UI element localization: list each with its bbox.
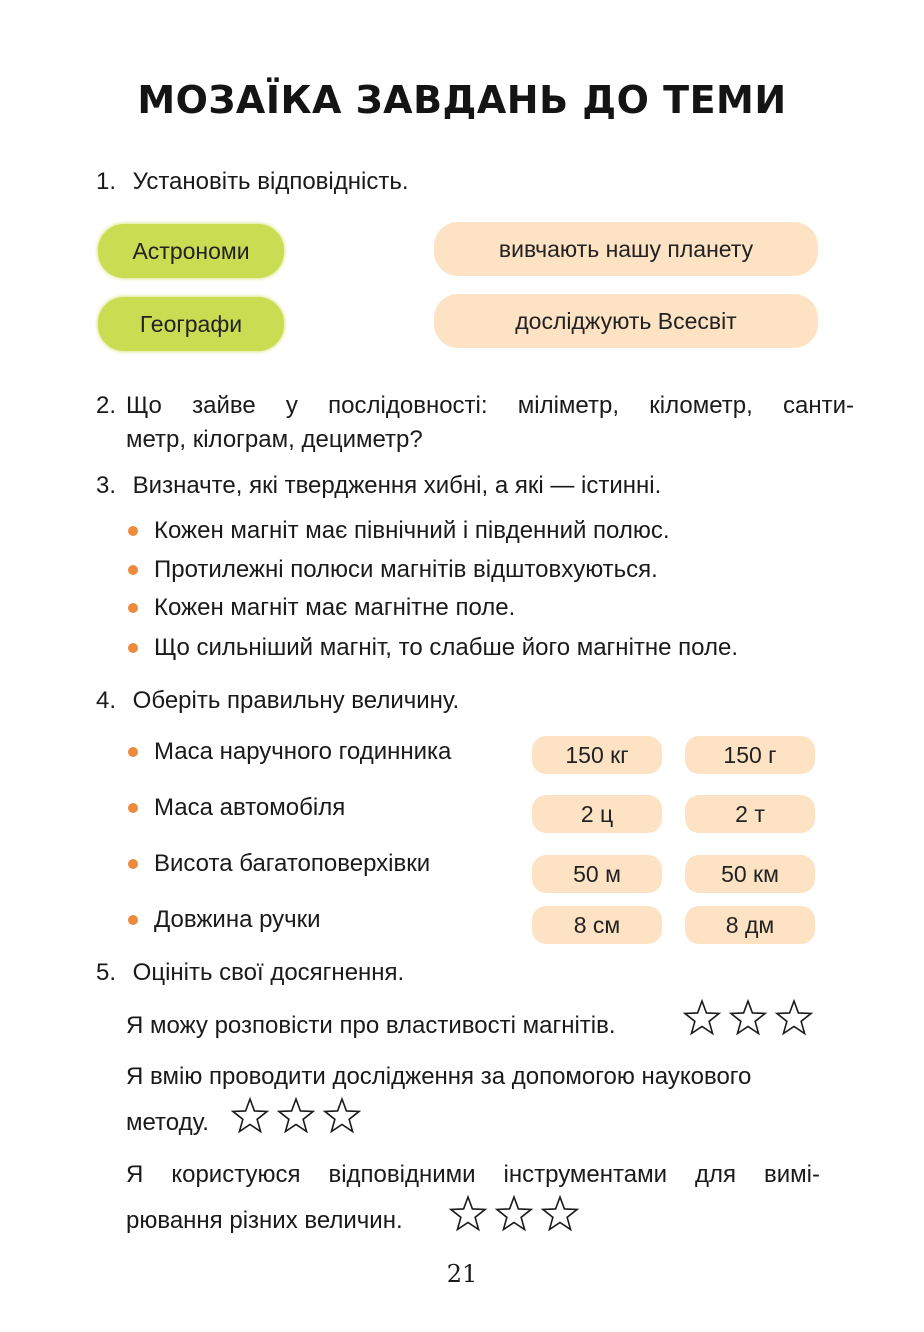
word: Я: [126, 1161, 144, 1188]
task-text: Визначте, які твердження хибні, а які — істинні.: [132, 472, 662, 499]
option-button[interactable]: 2 ц: [532, 795, 662, 833]
star-outline-icon[interactable]: [728, 998, 768, 1038]
bullet-icon: [128, 643, 138, 653]
task-number: 2.: [96, 392, 117, 419]
bullet-icon: [128, 603, 138, 613]
bullet-icon: [128, 803, 138, 813]
word: Що: [126, 392, 162, 419]
task-number: 1.: [96, 168, 117, 195]
quantity-label: Висота багатоповерхівки: [154, 850, 431, 877]
task-text: Установіть відповідність.: [132, 168, 409, 195]
star-outline-icon[interactable]: [682, 998, 722, 1038]
statement: Кожен магніт має магнітне поле.: [154, 594, 516, 621]
bullet-icon: [128, 859, 138, 869]
task-1: [96, 166, 409, 198]
word: користуюся: [171, 1161, 301, 1188]
word: вимі-: [763, 1161, 820, 1188]
self-assessment-statement: рювання різних величин.: [126, 1207, 403, 1234]
word: санти-: [782, 392, 854, 419]
option-button[interactable]: 50 км: [685, 855, 815, 893]
word: міліметр,: [517, 392, 619, 419]
task-number: 5.: [96, 959, 117, 986]
match-left-item[interactable]: Астрономи: [98, 224, 284, 278]
self-assessment-statement: методу.: [126, 1109, 209, 1136]
task-number: 3.: [96, 472, 117, 499]
bullet-icon: [128, 526, 138, 536]
word: послідовності:: [328, 392, 488, 419]
task-number: 4.: [96, 687, 117, 714]
word: відповідними: [328, 1161, 476, 1188]
match-right-item[interactable]: досліджують Всесвіт: [434, 294, 818, 348]
statement: Що сильніший магніт, то слабше його магнітне поле.: [154, 634, 738, 661]
option-button[interactable]: 150 г: [685, 736, 815, 774]
statement: Кожен магніт має північний і південний полюс.: [154, 517, 670, 544]
self-assessment-statement: [126, 1159, 820, 1191]
star-outline-icon[interactable]: [494, 1194, 534, 1234]
star-outline-icon[interactable]: [540, 1194, 580, 1234]
quantity-label: Маса автомобіля: [154, 794, 346, 821]
task-2-line-2: метр, кілограм, дециметр?: [126, 426, 423, 453]
quantity-label: Маса наручного годинника: [154, 738, 452, 765]
option-button[interactable]: 2 т: [685, 795, 815, 833]
option-button[interactable]: 150 кг: [532, 736, 662, 774]
task-3: [96, 470, 661, 502]
task-2: [96, 390, 126, 422]
option-button[interactable]: 8 дм: [685, 906, 815, 944]
task-4: [96, 685, 459, 717]
task-2-line-1: [126, 390, 854, 422]
page-number: 21: [446, 1260, 478, 1288]
star-outline-icon[interactable]: [774, 998, 814, 1038]
bullet-icon: [128, 565, 138, 575]
star-outline-icon[interactable]: [230, 1096, 270, 1136]
statement: Протилежні полюси магнітів відштовхуються.: [154, 556, 658, 583]
match-left-item[interactable]: Географи: [98, 297, 284, 351]
task-5: [96, 957, 404, 989]
quantity-label: Довжина ручки: [154, 906, 321, 933]
star-outline-icon[interactable]: [276, 1096, 316, 1136]
word: для: [694, 1161, 736, 1188]
word: інструментами: [503, 1161, 667, 1188]
word: зайве: [192, 392, 256, 419]
page-title: МОЗАЇКА ЗАВДАНЬ ДО ТЕМИ: [137, 78, 787, 122]
bullet-icon: [128, 915, 138, 925]
match-right-item[interactable]: вивчають нашу планету: [434, 222, 818, 276]
task-text: Оберіть правильну величину.: [132, 687, 460, 714]
star-outline-icon[interactable]: [448, 1194, 488, 1234]
self-assessment-statement: Я вмію проводити дослідження за допомогою наукового: [126, 1063, 752, 1090]
star-outline-icon[interactable]: [322, 1096, 362, 1136]
bullet-icon: [128, 747, 138, 757]
word: у: [285, 392, 298, 419]
option-button[interactable]: 50 м: [532, 855, 662, 893]
word: кілометр,: [649, 392, 753, 419]
self-assessment-statement: Я можу розповісти про властивості магнітів.: [126, 1012, 616, 1039]
task-text: Оцініть свої досягнення.: [132, 959, 405, 986]
option-button[interactable]: 8 см: [532, 906, 662, 944]
